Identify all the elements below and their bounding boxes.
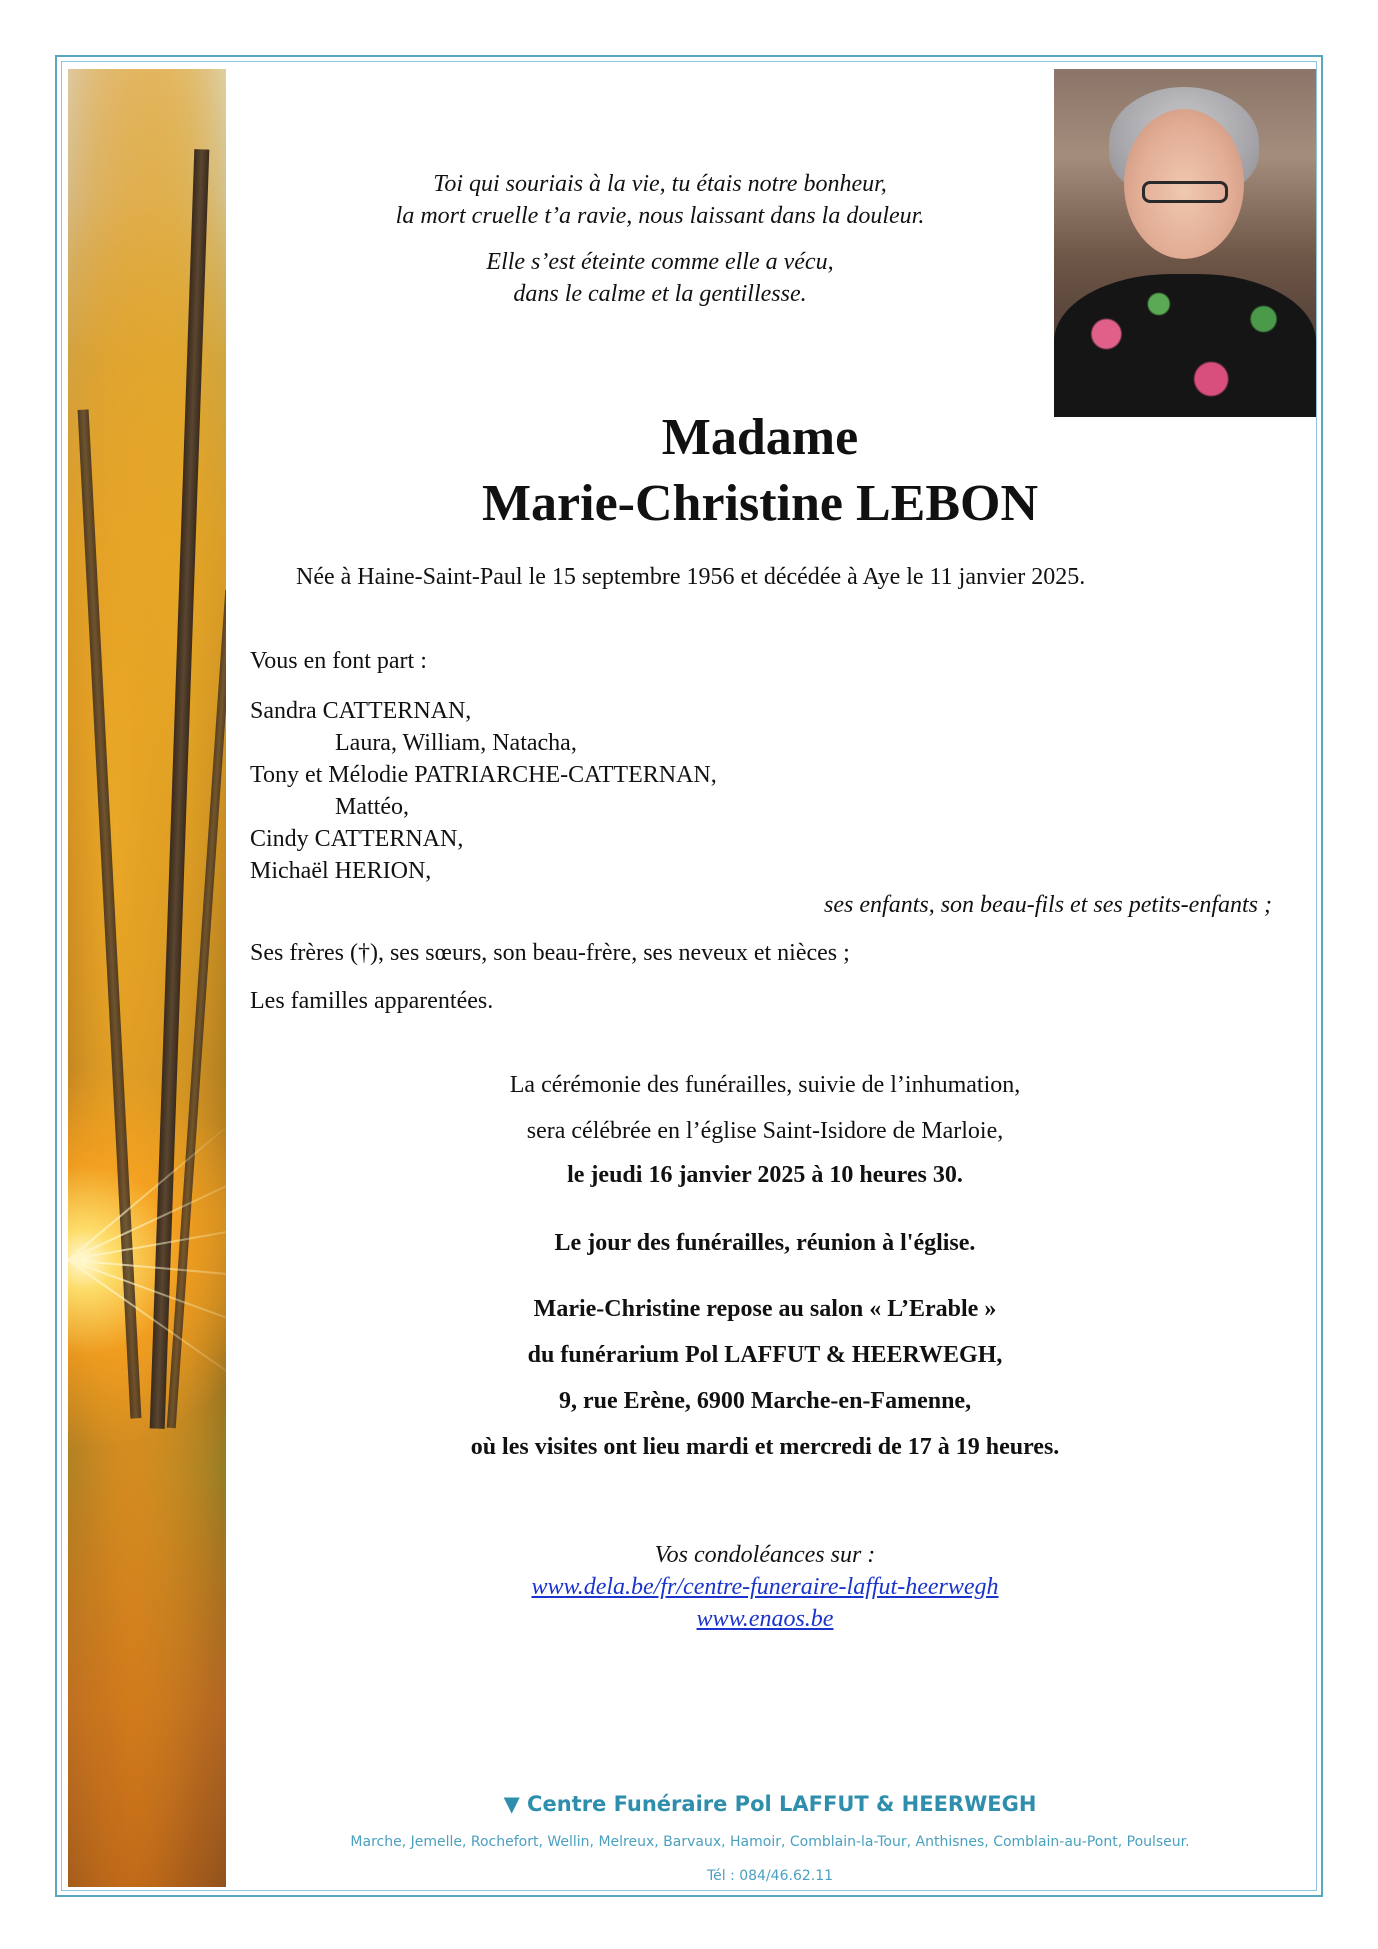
condolences-link-row <box>310 1574 1220 1601</box>
funeral-home-phone: Tél : 084/46.62.11 <box>706 1868 834 1884</box>
siblings-line: Ses frères (†), ses sœurs, son beau-frère, ses neveux et nièces ; <box>250 940 850 966</box>
deceased-name: Marie-Christine LEBON <box>481 475 1039 532</box>
family-member: Tony et Mélodie PATRIARCHE-CATTERNAN, <box>250 762 717 788</box>
meeting-line: Le jour des funérailles, réunion à l'église. <box>554 1230 976 1256</box>
visitation-line: 9, rue Erène, 6900 Marche-en-Famenne, <box>558 1388 972 1414</box>
relatives-line: Les familles apparentées. <box>250 988 494 1014</box>
funeral-home-locations: Marche, Jemelle, Rochefort, Wellin, Melreux, Barvaux, Hamoir, Comblain-la-Tour, Anthisnes, Comblain-au-Pont, Poulseur. <box>350 1834 1190 1850</box>
autumn-forest-image <box>68 69 226 1887</box>
poem-line: la mort cruelle t’a ravie, nous laissant dans la douleur. <box>395 203 925 229</box>
condolences-link-row <box>310 1606 1220 1633</box>
family-member: Sandra CATTERNAN, <box>250 698 472 724</box>
ceremony-line: La cérémonie des funérailles, suivie de l’inhumation, <box>509 1072 1021 1098</box>
funeral-home-name-row <box>300 1792 1240 1816</box>
enaos-link[interactable]: www.enaos.be <box>696 1606 834 1632</box>
visitation-line: Marie-Christine repose au salon « L’Erable » <box>533 1296 997 1322</box>
poem-line: dans le calme et la gentillesse. <box>513 281 807 307</box>
family-member: Michaël HERION, <box>250 858 432 884</box>
poem-line: Elle s’est éteinte comme elle a vécu, <box>486 249 834 275</box>
ceremony-line: sera célébrée en l’église Saint-Isidore de Marloie, <box>526 1118 1004 1144</box>
family-relation: ses enfants, son beau-fils et ses petits-enfants ; <box>824 892 1272 918</box>
family-member: Laura, William, Natacha, <box>335 730 577 756</box>
ceremony-datetime: le jeudi 16 janvier 2025 à 10 heures 30. <box>567 1162 963 1188</box>
triangle-down-icon: ▼ <box>503 1792 520 1816</box>
dela-link[interactable]: www.dela.be/fr/centre-funeraire-laffut-heerwegh <box>531 1574 999 1600</box>
visitation-line: où les visites ont lieu mardi et mercredi de 17 à 19 heures. <box>470 1434 1060 1460</box>
birth-death-line: Née à Haine-Saint-Paul le 15 septembre 1956 et décédée à Aye le 11 janvier 2025. <box>296 564 1086 590</box>
condolences-label: Vos condoléances sur : <box>654 1542 876 1568</box>
announcement-intro: Vous en font part : <box>250 648 427 674</box>
poem-line: Toi qui souriais à la vie, tu étais notre bonheur, <box>433 171 887 197</box>
family-member: Cindy CATTERNAN, <box>250 826 464 852</box>
visitation-line: du funérarium Pol LAFFUT & HEERWEGH, <box>527 1342 1003 1368</box>
family-member: Mattéo, <box>335 794 409 820</box>
honorific-title: Madame <box>661 409 859 466</box>
funeral-home-name: Centre Funéraire Pol LAFFUT & HEERWEGH <box>527 1792 1037 1816</box>
portrait-photo <box>1054 69 1316 417</box>
